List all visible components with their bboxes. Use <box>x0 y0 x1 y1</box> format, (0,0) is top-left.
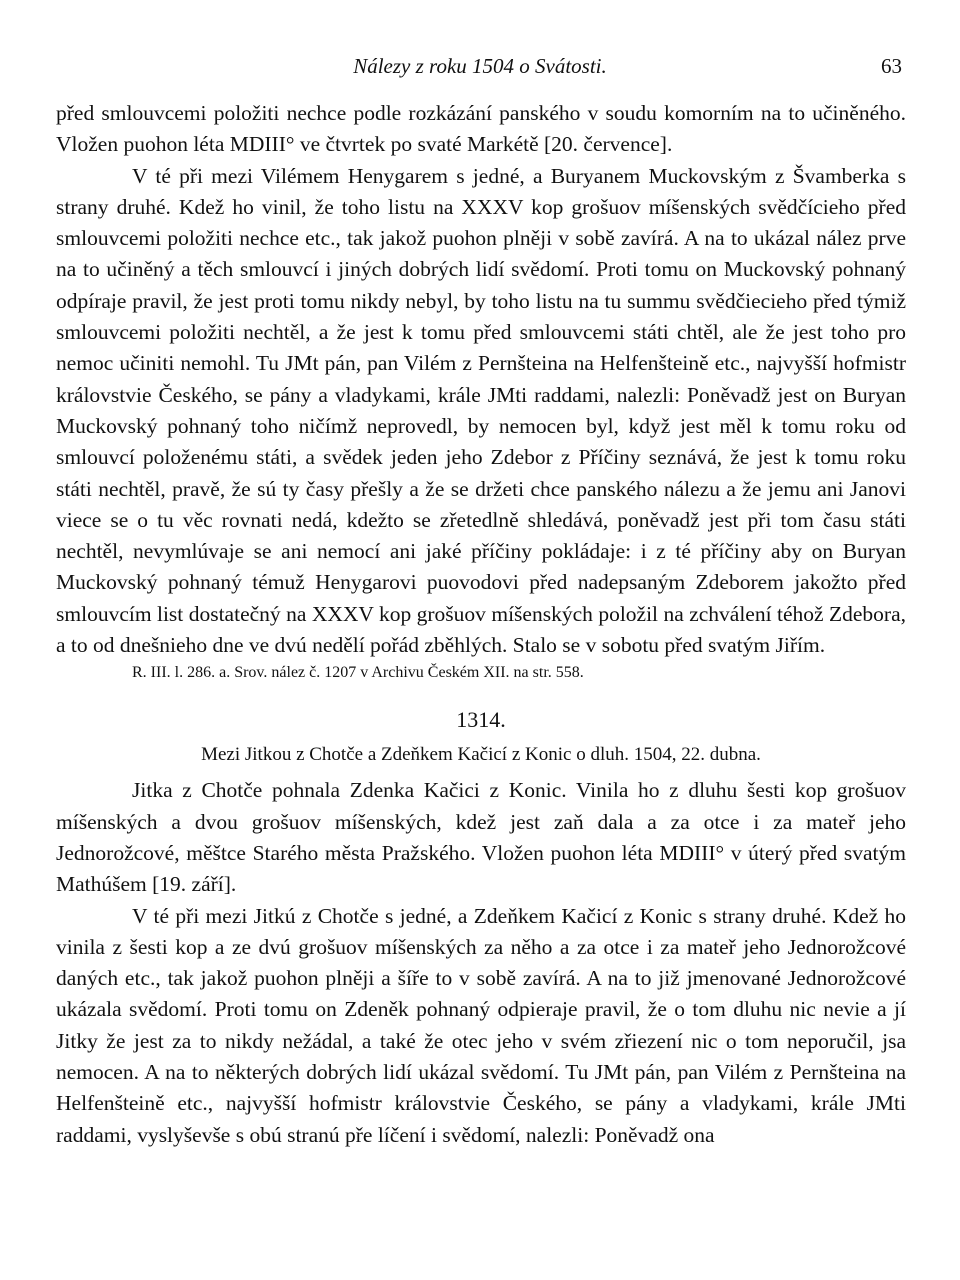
page-number: 63 <box>881 54 902 78</box>
running-head <box>0 54 960 84</box>
page-body <box>56 98 906 1151</box>
paragraph-continued: před smlouvcemi položiti nechce podle rozkázání panského v soudu komorním na to učiněného. Vložen puohon léta MDIII° ve čtvrtek po svaté Markétě [20. července]. <box>56 101 906 157</box>
paragraph: V té při mezi Vilémem Henygarem s jedné, a Buryanem Muckovským z Švamberka s strany druhé. Kdež ho vinil, že toho listu na XXXV kop grošuov míšenských svědčícieho před smlouvcemi položiti nechce etc., tak jakož puohon plněji v sobě zavírá. A na to ukázal nález prve na to učiněný a těch smlouvcí i jiných dobrých lidí svědomí. Proti tomu on Muckovský pohnaný odpíraje pravil, že jest proti tomu nikdy nebyl, by toho listu na tu summu svědčiecieho před týmiž smlouvcemi položiti nechtěl, a že jest k tomu před smlouvcemi státi chtěl, ale že jest toho pro nemoc učiniti nemohl. Tu JMt pán, pan Vilém z Pernšteina na Helfenšteině etc., najvyšší hofmistr královstvie Českého, se pány a vladykami, krále JMti raddami, nalezli: Poněvadž jest on Buryan Muckovský pohnaný toho ničímž neprovedl, by nemocen byl, když jest měl k tomu roku od smlouvcí položenému státi, a svědek jeden jeho Zdebor z Příčiny seznává, že jest k tomu roku státi nechtěl, pravě, že sú ty časy přešly a že se držeti chce panského nálezu a že jemu ani Janovi viece se o tu věc rovnati nedá, kdežto se zřetedlně shledává, poněvadž jest při tom času státi nechtěl, nevymlúvaje se ani nemocí ani jaké příčiny pokládaje: i z té příčiny aby on Buryan Muckovský pohnaný témuž Henygarovi puovodovi před nadepsaným Zdeborem jakožto před smlouvcím list dostatečný na XXXV kop grošuov míšenských položil na zchválení téhož Zdebora, a to od dnešnieho dne ve dvú nedělí pořád zběhlých. Stalo se v sobotu před svatým Jiřím. <box>56 163 906 658</box>
paragraph: Jitka z Chotče pohnala Zdenka Kačici z Konic. Vinila ho z dluhu šesti kop grošuov míšenských a dvou grošuov míšenských, kdež jest zaň dala a za otce i za mateř jeho Jednorožcové, měštce Starého města Pražského. Vložen puohon léta MDIII° v úterý před svatým Mathúšem [19. září]. <box>56 778 906 897</box>
entry-number: 1314. <box>456 707 506 733</box>
source-reference: R. III. l. 286. a. Srov. nález č. 1207 v Archivu Českém XII. na str. 558. <box>132 664 584 682</box>
entry-heading: Mezi Jitkou z Chotče a Zdeňkem Kačicí z Konic o dluh. 1504, 22. dubna. <box>201 744 761 766</box>
running-head-title: Nálezy z roku 1504 o Svátosti. <box>353 54 607 78</box>
paragraph: V té při mezi Jitkú z Chotče s jedné, a Zdeňkem Kačicí z Konic s strany druhé. Kdež ho vinila z šesti kop a ze dvú grošuov míšenských za něho a za otce i za mateř jeho Jednorožcové daných etc., tak jakož puohon plněji a šíře to v sobě zavírá. A na to již jmenované Jednorožcové ukázala svědomí. Proti tomu on Zdeněk pohnaný odpieraje pravil, že o tom dluhu nic nevie a jí Jitky že jest za to nikdy nežádal, a také že otec jeho v svém zřiezení nic o tom neporučil, jsa nemocen. A na to některých dobrých lidí ukázal svědomí. Tu JMt pán, pan Vilém z Pernšteina na Helfenšteině etc., najvyšší hofmistr královstvie Českého, se pány a vladykami, krále JMti raddami, vyslyševše s obú stranú pře líčení i svědomí, nalezli: Poněvadž ona <box>56 903 906 1147</box>
